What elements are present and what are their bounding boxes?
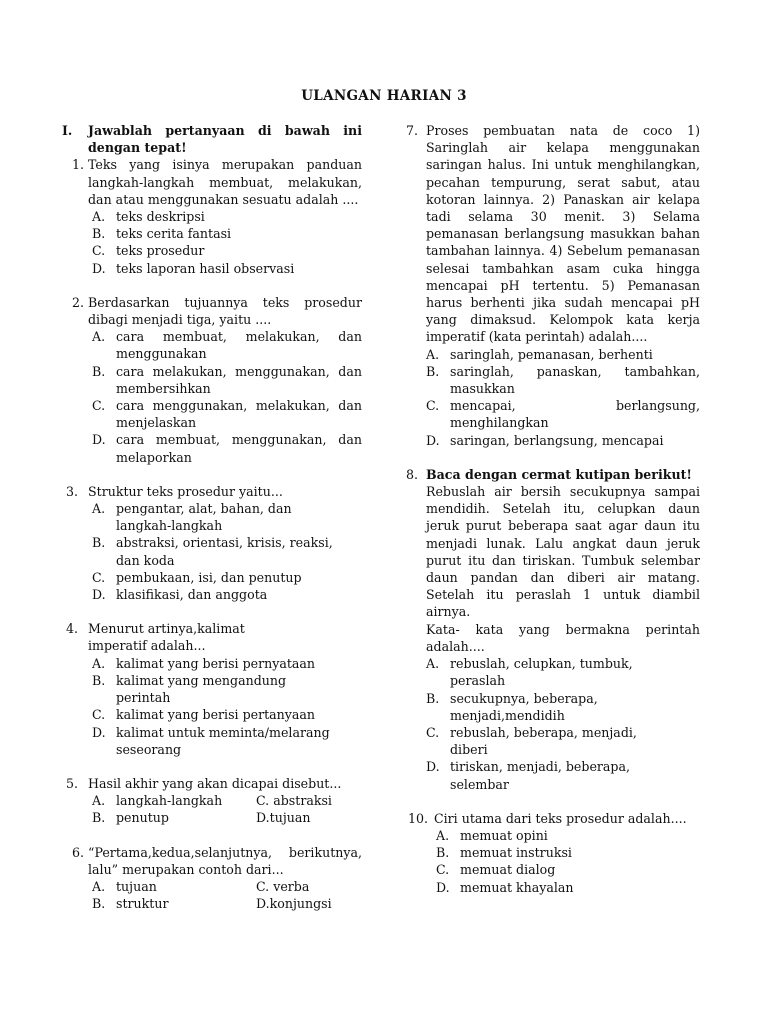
option-letter: B. — [426, 363, 440, 379]
option-b[interactable] — [426, 363, 700, 397]
option-letter: B. — [92, 672, 106, 688]
option-letter: C. — [256, 878, 270, 894]
option-a[interactable] — [426, 655, 666, 689]
passage-text: Rebuslah air bersih secukupnya sampai mendidih. Setelah itu, celupkan daun jeruk purut beberapa saat agar daun itu menjadi lunak. Lalu angkat daun jeruk purut itu dan tiriskan. Tumbuk selembar daun pandan dan diberi air matang. Setelah itu peraslah 1 untuk diambil airnya. — [426, 484, 700, 620]
option-text: teks prosedur — [116, 243, 205, 259]
option-letter: C. — [256, 793, 270, 809]
option-letter: A. — [92, 209, 106, 225]
option-text: rebuslah, celupkan, tumbuk, peraslah — [450, 656, 633, 689]
question-text: Hasil akhir yang akan dicapai disebut... — [88, 775, 342, 791]
option-a[interactable] — [92, 792, 256, 809]
question-text: Kata- kata yang bermakna perintah adalah.... — [426, 621, 700, 654]
option-text: abstraksi, orientasi, krisis, reaksi, dan koda — [116, 535, 333, 568]
option-letter: C. — [92, 569, 106, 585]
option-text: tujuan — [269, 810, 311, 826]
option-letter: D. — [426, 759, 440, 775]
option-text: cara melakukan, menggunakan, dan membersihkan — [116, 363, 362, 396]
option-letter: B. — [436, 845, 450, 861]
question-text: Berdasarkan tujuannya teks prosedur dibagi menjadi tiga, yaitu .... — [88, 294, 362, 328]
option-b[interactable] — [426, 690, 666, 724]
option-text: teks cerita fantasi — [116, 226, 232, 242]
question-number: 7. — [406, 123, 419, 138]
option-a[interactable] — [92, 500, 338, 534]
question-number: 4. — [66, 621, 79, 637]
option-text: saringlah, panaskan, tambahkan, masukkan — [450, 363, 700, 397]
option-text: rebuslah, beberapa, menjadi, diberi — [450, 724, 637, 758]
option-letter: D. — [426, 432, 440, 448]
option-a[interactable] — [92, 655, 338, 672]
option-text: struktur — [116, 896, 169, 912]
option-text: langkah-langkah — [116, 793, 223, 809]
option-grid — [92, 878, 362, 912]
option-text: penutup — [116, 810, 169, 826]
option-c[interactable] — [92, 706, 338, 723]
option-text: cara menggunakan, melakukan, dan menjelaskan — [116, 398, 362, 431]
option-text: cara membuat, menggunakan, dan melaporkan — [116, 432, 362, 465]
question-text: Proses pembuatan nata de coco 1) Saringlah air kelapa menggunakan saringan halus. Ini untuk menghilangkan, pecahan tempurung, serat sabut, atau kotoran lainnya. 2) Panaskan air kelapa tadi selama 30 menit. 3) Selama pemanasan berlangsung masukkan bahan tambahan lainnya. 4) Sebelum pemanasan selesai tambahkan asam cuka hingga mencapai pH tertentu. 5) Pemanasan harus berhenti jika sudah mencapai pH yang dimaksud. Kelompok kata kerja imperatif (kata perintah) adalah.... — [426, 123, 700, 345]
option-list — [92, 500, 338, 603]
option-text: memuat dialog — [460, 862, 556, 878]
question-3 — [62, 483, 362, 603]
question-number: 8. — [406, 466, 419, 482]
option-letter: A. — [92, 501, 106, 517]
option-text: teks laporan hasil observasi — [116, 260, 295, 276]
option-c[interactable] — [436, 861, 700, 878]
option-list — [92, 655, 338, 758]
option-list — [92, 328, 362, 466]
option-letter: A. — [426, 656, 440, 672]
question-5 — [62, 775, 362, 827]
option-letter: A. — [92, 793, 106, 809]
option-text: tiriskan, menjadi, beberapa, selembar — [450, 759, 631, 792]
option-letter: C. — [436, 862, 450, 878]
option-c[interactable] — [92, 242, 362, 259]
option-letter: C. — [426, 724, 440, 740]
option-letter: B. — [92, 226, 106, 242]
question-1 — [62, 156, 362, 276]
option-d[interactable] — [256, 809, 362, 826]
option-c[interactable] — [426, 397, 700, 431]
option-letter: D. — [256, 896, 270, 912]
question-6 — [62, 844, 362, 913]
question-10 — [398, 810, 700, 896]
option-letter: A. — [92, 329, 106, 345]
option-b[interactable] — [92, 534, 338, 568]
question-number: 3. — [66, 483, 79, 499]
option-text: kalimat yang berisi pernyataan — [116, 655, 316, 671]
option-letter: B. — [92, 363, 106, 379]
question-text: Struktur teks prosedur yaitu... — [88, 483, 283, 499]
option-letter: D. — [92, 587, 106, 603]
question-heading: Baca dengan cermat kutipan berikut! — [426, 466, 692, 482]
option-b[interactable] — [92, 895, 256, 912]
option-c[interactable] — [426, 724, 666, 758]
option-text: secukupnya, beberapa, menjadi,mendidih — [450, 690, 598, 723]
question-4 — [62, 620, 362, 758]
option-text: kalimat untuk meminta/melarang seseorang — [116, 724, 330, 757]
section-instruction: Jawablah pertanyaan di bawah ini dengan tepat! — [88, 123, 362, 156]
question-text: Menurut artinya,kalimat imperatif adalah... — [88, 621, 245, 654]
option-b[interactable] — [436, 844, 700, 861]
option-b[interactable] — [92, 225, 362, 242]
option-text: klasifikasi, dan anggota — [116, 587, 268, 603]
question-7 — [398, 122, 700, 449]
question-8 — [398, 466, 700, 793]
option-text: kalimat yang mengandung perintah — [116, 672, 287, 706]
option-b[interactable] — [92, 363, 362, 397]
option-c[interactable] — [92, 397, 362, 431]
question-text: Teks yang isinya merupakan panduan langkah-langkah membuat, melakukan, dan atau menggunakan sesuatu adalah .... — [88, 157, 362, 207]
option-d[interactable] — [436, 879, 700, 896]
option-a[interactable] — [436, 827, 700, 844]
question-number: 2. — [72, 294, 85, 310]
option-text: abstraksi — [273, 793, 332, 809]
question-number: 1. — [72, 157, 85, 173]
option-d[interactable] — [92, 260, 362, 277]
option-letter: C. — [92, 398, 106, 414]
option-text: saringlah, pemanasan, berhenti — [450, 346, 653, 362]
option-list — [436, 827, 700, 896]
option-text: tujuan — [116, 878, 157, 894]
option-text: kalimat yang berisi pertanyaan — [116, 707, 316, 723]
option-list — [426, 655, 666, 793]
option-a[interactable] — [426, 346, 700, 363]
option-text: cara membuat, melakukan, dan menggunakan — [116, 329, 362, 362]
option-a[interactable] — [92, 878, 256, 895]
option-d[interactable] — [92, 724, 338, 758]
option-letter: B. — [426, 690, 440, 706]
question-text: Ciri utama dari teks prosedur adalah.... — [434, 810, 687, 826]
option-letter: B. — [92, 810, 106, 826]
option-letter: D. — [92, 432, 106, 448]
option-text: teks deskripsi — [116, 209, 205, 225]
section-heading — [62, 122, 362, 156]
option-letter: A. — [436, 827, 450, 843]
option-c[interactable] — [92, 569, 338, 586]
option-d[interactable] — [92, 586, 338, 603]
option-list — [426, 346, 700, 449]
option-letter: C. — [92, 243, 106, 259]
option-d[interactable] — [92, 431, 362, 465]
section-number: I. — [62, 123, 73, 138]
option-b[interactable] — [92, 809, 256, 826]
option-text: memuat instruksi — [460, 845, 572, 861]
option-letter: A. — [426, 346, 440, 362]
option-letter: A. — [92, 655, 106, 671]
option-letter: D. — [92, 724, 106, 740]
option-letter: D. — [92, 260, 106, 276]
option-text: verba — [273, 878, 310, 894]
left-column — [62, 122, 362, 912]
option-d[interactable] — [256, 895, 362, 912]
option-a[interactable] — [92, 328, 362, 362]
option-letter: D. — [256, 810, 270, 826]
option-text: pembukaan, isi, dan penutup — [116, 569, 302, 585]
option-text: pengantar, alat, bahan, dan langkah-langkah — [116, 501, 292, 534]
option-text: memuat khayalan — [460, 879, 574, 895]
option-text: saringan, berlangsung, mencapai — [450, 432, 664, 448]
option-text: konjungsi — [269, 896, 332, 912]
question-number: 10. — [408, 810, 429, 826]
right-column — [398, 122, 700, 896]
option-c[interactable] — [256, 878, 362, 895]
option-grid — [92, 792, 362, 826]
option-a[interactable] — [92, 208, 362, 225]
question-text: “Pertama,kedua,selanjutnya, berikutnya, lalu” merupakan contoh dari... — [88, 844, 362, 877]
option-d[interactable] — [426, 432, 700, 449]
option-letter: D. — [436, 879, 450, 895]
option-letter: C. — [426, 398, 440, 414]
option-text: mencapai, berlangsung, menghilangkan — [450, 398, 700, 431]
page-title: ULANGAN HARIAN 3 — [301, 88, 467, 104]
option-text: memuat opini — [460, 827, 548, 843]
option-b[interactable] — [92, 672, 338, 706]
option-letter: B. — [92, 896, 106, 912]
option-letter: A. — [92, 878, 106, 894]
question-number: 6. — [72, 844, 85, 860]
question-number: 5. — [66, 775, 79, 791]
question-2 — [62, 294, 362, 466]
option-d[interactable] — [426, 758, 666, 792]
option-c[interactable] — [256, 792, 362, 809]
option-letter: B. — [92, 535, 106, 551]
option-letter: C. — [92, 707, 106, 723]
option-list — [92, 208, 362, 277]
